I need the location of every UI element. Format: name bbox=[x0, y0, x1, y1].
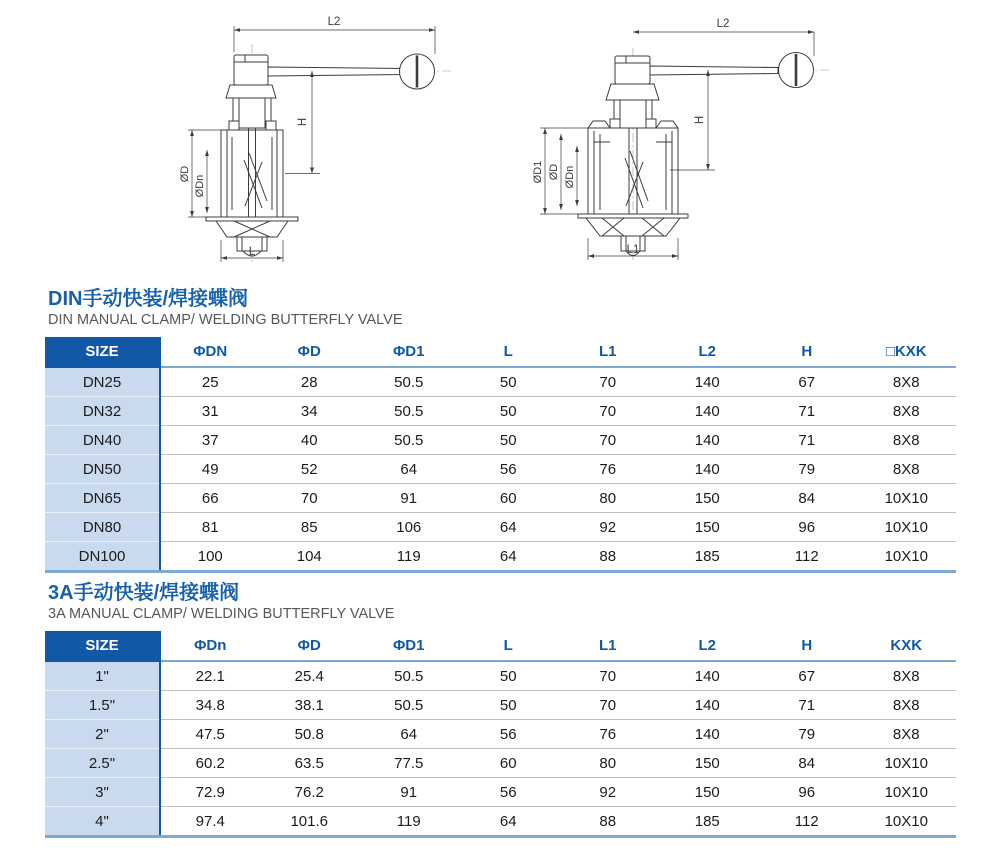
spec-value-cell: 22.1 bbox=[160, 661, 260, 691]
spec-value-cell: 8X8 bbox=[857, 691, 957, 720]
spec-value-cell: 80 bbox=[558, 484, 658, 513]
spec-value-cell: 8X8 bbox=[857, 720, 957, 749]
threea-section bbox=[45, 581, 956, 838]
spec-value-cell: 185 bbox=[658, 807, 758, 837]
spec-value-cell: 56 bbox=[459, 778, 559, 807]
size-cell: 2.5" bbox=[45, 749, 160, 778]
spec-value-cell: 50 bbox=[459, 367, 559, 397]
spec-value-cell: 119 bbox=[359, 542, 459, 572]
column-header: ΦD bbox=[260, 337, 360, 367]
spec-value-cell: 140 bbox=[658, 397, 758, 426]
spec-value-cell: 64 bbox=[459, 513, 559, 542]
spec-value-cell: 80 bbox=[558, 749, 658, 778]
spec-value-cell: 140 bbox=[658, 720, 758, 749]
size-cell: DN25 bbox=[45, 367, 160, 397]
threea-section-subtitle: 3A MANUAL CLAMP/ WELDING BUTTERFLY VALVE bbox=[48, 606, 395, 622]
spec-value-cell: 8X8 bbox=[857, 455, 957, 484]
size-cell: 1.5" bbox=[45, 691, 160, 720]
column-header: L1 bbox=[558, 337, 658, 367]
column-header: L bbox=[459, 631, 559, 661]
size-column-header: SIZE bbox=[45, 337, 160, 367]
dimension-l2 bbox=[633, 32, 814, 56]
spec-value-cell: 10X10 bbox=[857, 484, 957, 513]
spec-value-cell: 96 bbox=[757, 513, 857, 542]
column-header: L2 bbox=[658, 631, 758, 661]
spec-value-cell: 8X8 bbox=[857, 661, 957, 691]
spec-row bbox=[45, 778, 956, 807]
spec-value-cell: 64 bbox=[359, 455, 459, 484]
spec-value-cell: 85 bbox=[260, 513, 360, 542]
din-spec-table bbox=[45, 337, 956, 573]
spec-value-cell: 76 bbox=[558, 720, 658, 749]
spec-value-cell: 50.8 bbox=[260, 720, 360, 749]
spec-value-cell: 79 bbox=[757, 720, 857, 749]
spec-value-cell: 28 bbox=[260, 367, 360, 397]
spec-value-cell: 150 bbox=[658, 778, 758, 807]
spec-value-cell: 72.9 bbox=[160, 778, 260, 807]
spec-value-cell: 71 bbox=[757, 691, 857, 720]
spec-row bbox=[45, 661, 956, 691]
spec-value-cell: 8X8 bbox=[857, 397, 957, 426]
spec-value-cell: 112 bbox=[757, 542, 857, 572]
din-valve-drawing bbox=[150, 10, 480, 270]
spec-value-cell: 76.2 bbox=[260, 778, 360, 807]
spec-value-cell: 150 bbox=[658, 484, 758, 513]
column-header: ΦDN bbox=[160, 337, 260, 367]
size-cell: 4" bbox=[45, 807, 160, 837]
spec-value-cell: 67 bbox=[757, 367, 857, 397]
spec-value-cell: 50 bbox=[459, 426, 559, 455]
spec-row bbox=[45, 720, 956, 749]
spec-value-cell: 50.5 bbox=[359, 426, 459, 455]
size-cell: DN50 bbox=[45, 455, 160, 484]
spec-value-cell: 70 bbox=[558, 367, 658, 397]
din-table-body bbox=[45, 367, 956, 572]
spec-value-cell: 97.4 bbox=[160, 807, 260, 837]
spec-row bbox=[45, 513, 956, 542]
handle-bar bbox=[650, 66, 778, 75]
spec-value-cell: 34 bbox=[260, 397, 360, 426]
spec-value-cell: 71 bbox=[757, 397, 857, 426]
din-section-title: DIN手动快装/焊接蝶阀 bbox=[48, 288, 248, 310]
spec-value-cell: 112 bbox=[757, 807, 857, 837]
spec-value-cell: 50.5 bbox=[359, 691, 459, 720]
spec-value-cell: 64 bbox=[359, 720, 459, 749]
column-header: L bbox=[459, 337, 559, 367]
spec-value-cell: 50 bbox=[459, 397, 559, 426]
column-header: L1 bbox=[558, 631, 658, 661]
spec-value-cell: 67 bbox=[757, 661, 857, 691]
size-cell: 2" bbox=[45, 720, 160, 749]
size-cell: 3" bbox=[45, 778, 160, 807]
dim-label-l2: L2 bbox=[716, 18, 730, 30]
spec-value-cell: 50 bbox=[459, 691, 559, 720]
size-cell: DN100 bbox=[45, 542, 160, 572]
spec-value-cell: 71 bbox=[757, 426, 857, 455]
spec-value-cell: 56 bbox=[459, 720, 559, 749]
spec-row bbox=[45, 426, 956, 455]
size-column-header: SIZE bbox=[45, 631, 160, 661]
column-header: ΦD bbox=[260, 631, 360, 661]
spec-value-cell: 8X8 bbox=[857, 426, 957, 455]
column-header: H bbox=[757, 337, 857, 367]
dim-label-d: ØD bbox=[548, 163, 560, 181]
spec-row bbox=[45, 397, 956, 426]
spec-value-cell: 60.2 bbox=[160, 749, 260, 778]
spec-row bbox=[45, 455, 956, 484]
handle-hub bbox=[226, 55, 276, 98]
dim-label-h: H bbox=[694, 115, 706, 125]
din-header-row bbox=[45, 337, 956, 367]
spec-row bbox=[45, 542, 956, 572]
spec-value-cell: 31 bbox=[160, 397, 260, 426]
ball-knob bbox=[779, 53, 814, 88]
spec-value-cell: 37 bbox=[160, 426, 260, 455]
column-header: ΦDn bbox=[160, 631, 260, 661]
column-header: H bbox=[757, 631, 857, 661]
column-header: L2 bbox=[658, 337, 758, 367]
dim-label-d: ØD bbox=[179, 165, 191, 183]
dim-label-d1: ØD1 bbox=[532, 160, 544, 184]
dimension-d bbox=[188, 130, 221, 217]
column-header: ΦD1 bbox=[359, 631, 459, 661]
size-cell: 1" bbox=[45, 661, 160, 691]
din-section-subtitle: DIN MANUAL CLAMP/ WELDING BUTTERFLY VALVE bbox=[48, 312, 403, 328]
spec-value-cell: 91 bbox=[359, 484, 459, 513]
spec-value-cell: 38.1 bbox=[260, 691, 360, 720]
size-cell: DN65 bbox=[45, 484, 160, 513]
dim-label-l2: L2 bbox=[327, 16, 341, 28]
spec-value-cell: 40 bbox=[260, 426, 360, 455]
dim-label-l1: L1 bbox=[626, 244, 640, 256]
spec-value-cell: 100 bbox=[160, 542, 260, 572]
valve-neck bbox=[229, 98, 276, 130]
threea-header-row bbox=[45, 631, 956, 661]
ball-knob bbox=[400, 54, 435, 89]
spec-value-cell: 47.5 bbox=[160, 720, 260, 749]
valve-body bbox=[221, 130, 283, 217]
valve-neck bbox=[610, 100, 656, 128]
spec-row bbox=[45, 749, 956, 778]
spec-value-cell: 140 bbox=[658, 426, 758, 455]
din-section bbox=[45, 287, 956, 573]
spec-value-cell: 77.5 bbox=[359, 749, 459, 778]
spec-value-cell: 66 bbox=[160, 484, 260, 513]
spec-value-cell: 106 bbox=[359, 513, 459, 542]
spec-value-cell: 60 bbox=[459, 749, 559, 778]
spec-value-cell: 84 bbox=[757, 484, 857, 513]
spec-value-cell: 25 bbox=[160, 367, 260, 397]
spec-value-cell: 50.5 bbox=[359, 367, 459, 397]
spec-value-cell: 56 bbox=[459, 455, 559, 484]
spec-value-cell: 81 bbox=[160, 513, 260, 542]
spec-value-cell: 140 bbox=[658, 661, 758, 691]
spec-value-cell: 92 bbox=[558, 778, 658, 807]
dim-label-l: L bbox=[248, 246, 256, 258]
spec-value-cell: 150 bbox=[658, 749, 758, 778]
spec-row bbox=[45, 807, 956, 837]
spec-value-cell: 8X8 bbox=[857, 367, 957, 397]
spec-value-cell: 140 bbox=[658, 691, 758, 720]
size-cell: DN32 bbox=[45, 397, 160, 426]
dimension-l2 bbox=[234, 26, 435, 54]
spec-value-cell: 70 bbox=[558, 661, 658, 691]
handle-hub bbox=[606, 56, 659, 100]
spec-row bbox=[45, 484, 956, 513]
spec-value-cell: 49 bbox=[160, 455, 260, 484]
size-cell: DN40 bbox=[45, 426, 160, 455]
clamp-valve-drawing bbox=[520, 10, 850, 270]
spec-value-cell: 79 bbox=[757, 455, 857, 484]
spec-value-cell: 50.5 bbox=[359, 397, 459, 426]
dim-label-h: H bbox=[297, 117, 309, 127]
spec-value-cell: 96 bbox=[757, 778, 857, 807]
spec-value-cell: 70 bbox=[260, 484, 360, 513]
spec-value-cell: 70 bbox=[558, 426, 658, 455]
size-cell: DN80 bbox=[45, 513, 160, 542]
spec-value-cell: 76 bbox=[558, 455, 658, 484]
spec-value-cell: 150 bbox=[658, 513, 758, 542]
spec-value-cell: 140 bbox=[658, 455, 758, 484]
handle-bar bbox=[268, 67, 404, 76]
spec-value-cell: 104 bbox=[260, 542, 360, 572]
spec-value-cell: 10X10 bbox=[857, 778, 957, 807]
column-header: KXK bbox=[857, 631, 957, 661]
spec-value-cell: 64 bbox=[459, 807, 559, 837]
spec-value-cell: 10X10 bbox=[857, 542, 957, 572]
spec-value-cell: 101.6 bbox=[260, 807, 360, 837]
spec-value-cell: 88 bbox=[558, 542, 658, 572]
dimension-h bbox=[670, 70, 715, 170]
spec-value-cell: 10X10 bbox=[857, 807, 957, 837]
spec-value-cell: 84 bbox=[757, 749, 857, 778]
threea-spec-table bbox=[45, 631, 956, 838]
spec-value-cell: 60 bbox=[459, 484, 559, 513]
spec-value-cell: 52 bbox=[260, 455, 360, 484]
spec-value-cell: 63.5 bbox=[260, 749, 360, 778]
spec-row bbox=[45, 367, 956, 397]
column-header: ΦD1 bbox=[359, 337, 459, 367]
spec-value-cell: 25.4 bbox=[260, 661, 360, 691]
spec-row bbox=[45, 691, 956, 720]
spec-value-cell: 34.8 bbox=[160, 691, 260, 720]
spec-value-cell: 64 bbox=[459, 542, 559, 572]
spec-value-cell: 50.5 bbox=[359, 661, 459, 691]
spec-value-cell: 10X10 bbox=[857, 513, 957, 542]
spec-value-cell: 119 bbox=[359, 807, 459, 837]
spec-value-cell: 10X10 bbox=[857, 749, 957, 778]
dim-label-dn: ØDn bbox=[194, 174, 206, 198]
threea-table-body bbox=[45, 661, 956, 837]
spec-value-cell: 140 bbox=[658, 367, 758, 397]
threea-section-title: 3A手动快装/焊接蝶阀 bbox=[48, 582, 240, 604]
spec-value-cell: 92 bbox=[558, 513, 658, 542]
dim-label-dn: ØDn bbox=[564, 165, 576, 189]
spec-value-cell: 70 bbox=[558, 397, 658, 426]
column-header: □KXK bbox=[857, 337, 957, 367]
spec-value-cell: 88 bbox=[558, 807, 658, 837]
spec-value-cell: 50 bbox=[459, 661, 559, 691]
spec-value-cell: 70 bbox=[558, 691, 658, 720]
spec-value-cell: 91 bbox=[359, 778, 459, 807]
spec-value-cell: 185 bbox=[658, 542, 758, 572]
